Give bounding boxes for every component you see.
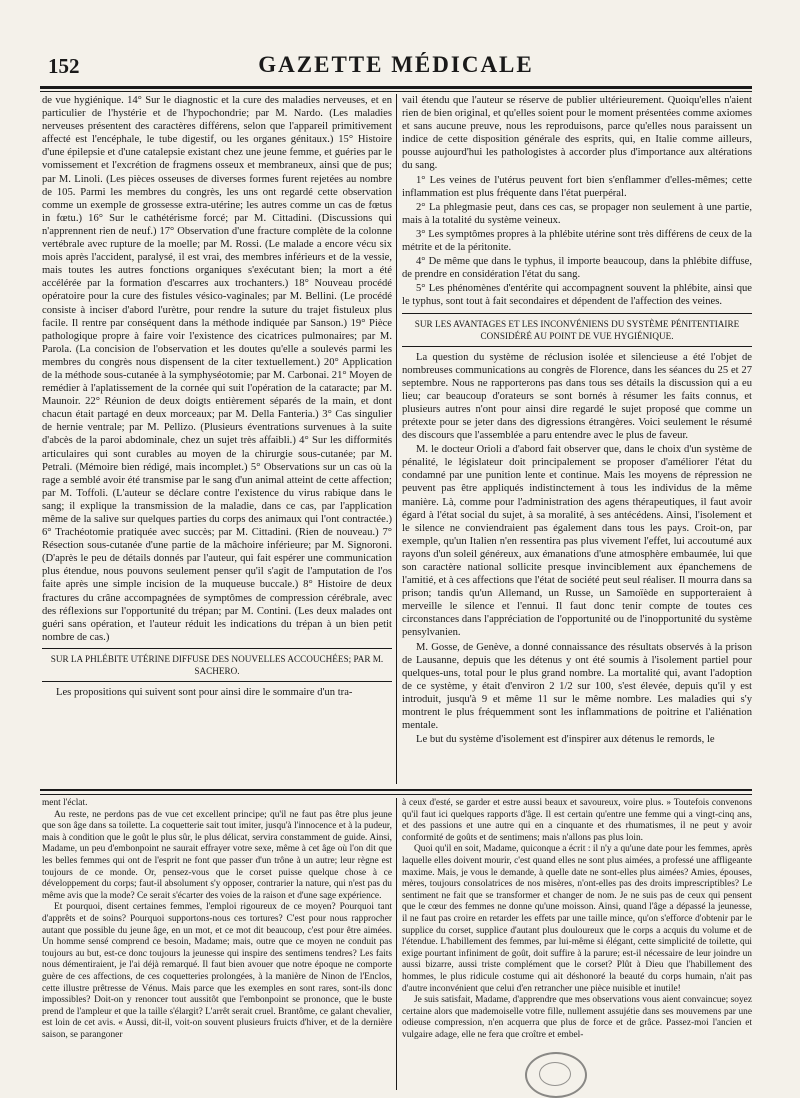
feuilleton-rule-thick: [40, 789, 752, 791]
feuilleton-left-paragraph-3: Et pourquoi, disent certaines femmes, l'emploi rigoureux de ce moyen? Pourquoi tant d'apprêts et de soins? Pourquoi supportons-nous ces tortures? C'est pour nous rapprocher autant que possible du jeune âge, en un mot, et ce mot dit beaucoup, c'est pour être aimées. Un homme sensé comprend ce besoin, Madame; mais, outre que ce moyen ne conduit pas toujours au but, est-ce donc toujours la jeunesse qui inspire des sentimens tendres? Les faits nous démentiraient, je l'ai déjà remarqué. Il faut bien avouer que notre époque ne comporte guère de ces affections, de ces coquetteries prolongées, à la manière de Ninon de l'Enclos, cette illustre prêtresse de Vénus. Mais parce que les exemples en sont rares, sont-ils donc impossibles? Doit-on y renoncer tout aussitôt que l'embonpoint se prononce, que le buste prend de l'ampleur et que la taille s'élargit? L'arrêt serait cruel. Brantôme, ce galant chevalier, est loin de cet avis. « Aussi, dit-il, voit-on souvent plusieurs fruicts d'hiver, et de la dernière saison, se parangoner: [42, 902, 392, 1040]
column-divider: [396, 94, 397, 784]
feuilleton-left-paragraph-1: ment l'éclat.: [42, 798, 88, 808]
library-stamp: [525, 1052, 587, 1098]
right-section-heading: SUR LES AVANTAGES ET LES INCONVÉNIENS DU SYSTÈME PÉNITENTIAIRE CONSIDÉRÉ AU POINT DE VUE HYGIÉNIQUE.: [414, 318, 740, 341]
left-paragraph-1: de vue hygiénique. 14° Sur le diagnostic et la cure des maladies nerveuses, et en particulier de l'hystérie et de l'hypochondrie; par M. Nardo. (Les maladies nerveuses présentent des caractères différens, selon que l'appareil primitivement affecté est l'encéphale, le tube digestif, ou les organes génitaux.) 15° Histoire d'une épilepsie et d'une catalepsie existant chez une jeune femme, et guéries par le vomissement et l'excrétion de fragmens osseux et membraneux, ainsi que de pus; par M. Linoli. (Les pièces osseuses de diverses formes furent rejetées au nombre de 105. Parmi les membres du congrès, les uns ont regardé cette observation comme un exemple de grossesse extra-utérine; les autres comme un cas de fœtus in fœtu.) 16° Sur le cathétérisme forcé; par M. Cittadini. (Discussions qui n'apprennent rien de neuf.) 17° Observation d'une fracture complète de la colonne vertébrale avec rupture de la moelle; par M. Rossi. (Le malade a encore vécu six mois après l'accident, paralysé, il est vrai, des membres inférieurs et de la vessie, mais toutes les autres fonctions organiques s'exécutant bien; la mort a été accélérée par la formation d'escarres aux trochanters.) 18° Nouveau procédé opératoire pour la cure des fistules vésico-vaginales; par M. Bellini. (Le procédé consiste à inciser d'abord l'urètre, pour rendre la suture du trajet fistuleux plus facile. Il rentre par conséquent dans la méthode indiquée par Sanson.) 19° Pièce pathologique propre à faire voir l'existence des cicatrices pulmonaires; par M. Parola. (La concision de l'observation et les doutes qu'elle a soulevés parmi les membres du congrès nous dispensent de la citer textuellement.) 20° Application de la méthode sous-cutanée à la symphyséotomie; par M. Carbonai. 21° Moyen de remédier à l'aplatissement de la cornée qui suit l'opération de la cataracte; par M. Maunoir. 22° Réunion de deux doigts entièrement séparés de la main, et dont chacun était partagé en deux morceaux; par M. Della Fanteria.) 3° Cas singulier de hernie ventrale; par M. Pellizo. (Plusieurs éventrations survenues à la suite d'abcès de la paroi abdominale, chez un sujet très affaibli.) 4° Sur les difformités articulaires qui sont curables au moyen de la chirurgie sous-cutanée; par M. Petrali. (Mémoire bien rédigé, mais incomplet.) 5° Observations sur un cas où la rage a semblé avoir été transmise par le sang d'un animal atteint de cette affection; par M. Toffoli. (L'auteur se déclare contre l'existence du virus rabique dans le sang; il explique la transmission de la maladie, dans ce cas, par l'application même de la salive sur quelques parties du corps des animaux qui l'ont contractée.) 6° Trachéotomie pratiquée avec succès; par M. Cittadini. (Rien de nouveau.) 7° Résection sous-cutanée d'une partie de la mâchoire inférieure; par M. Signoroni. (D'après le peu de détails donnés par l'auteur, qui fait espérer une communication plus étendue, nous pouvons seulement penser qu'il s'agit de l'amputation de l'os faite après une simple incision de la muqueuse buccale.) 8° Histoire de deux fractures du crâne accompagnées de symptômes de compression cérébrale, avec des réflexions sur l'opportunité du trépan; par M. Contini. (Les deux malades ont guéri sans opération, et l'auteur réduit les indications du trépan à un bien petit nombre de cas.): [42, 95, 392, 643]
feuilleton-left-column: [42, 798, 392, 1090]
page-title: GAZETTE MÉDICALE: [258, 52, 534, 77]
header-rule-thin: [40, 91, 752, 92]
left-column: [42, 94, 392, 784]
right-paragraph-1: vail étendu que l'auteur se réserve de publier ultérieurement. Quoiqu'elles n'aient rien de bien original, et qu'elles soient pour le moment présentées comme axiomes et sans aucune preuve, nous les reproduisons, parce qu'elles nous paraissent un indice de cette disposition générale des esprits, qui, en Italie comme ailleurs, pousse aujourd'hui les pathologistes à accorder plus d'importance aux altérations du sang.: [402, 95, 752, 172]
feuilleton-right-paragraph-1: à ceux d'esté, se garder et estre aussi beaux et savoureux, voire plus. » Toutefois convenons qu'il faut ici quelques rapports d'âge. Il est certain qu'entre une femme qui a vingt-cinq ans, et des passions et une autre qui en a cinquante et des rhumatismes, il ne peut y avoir conformité de goûts et de sentimens; mais n'allons pas plus loin.: [402, 798, 752, 843]
feuilleton-right-paragraph-2: Quoi qu'il en soit, Madame, quiconque a écrit : il n'y a qu'une date pour les femmes, après laquelle elles doivent mourir, c'est quand elles ne sont plus aimées, a professé une affligeante maxime. Mais, je vous le demande, à quelle date ne sont-elles plus aimées? Amies, épouses, mères, toujours consolatrices de nos misères, n'ont-elles pas des droits imprescriptibles? Le sentiment ne fait que se transformer et changer de nom. Je ne suis pas de ceux qui pensent que le cœur des femmes ne donne qu'une moisson. Ainsi, quand l'âge a dépassé la jeunesse, il ne faut pas croire en retarder les effets par une taille mince, qu'on s'efforce d'obtenir par le supplice du corset, supplice d'autant plus douloureux que le corps a acquis du volume et de l'étendue. L'habillement des femmes, par lui-même si élégant, cette simplicité de toilette, qui exige pourtant infiniment de goût, doit suffire à la parure; est-il nécessaire de leur joindre un aussi bizarre, aussi triste complément que le corset? Plût à Dieu que l'habillement des hommes, le plus ridicule costume qui ait déshonoré la beauté du corps humain, n'ait pas d'autre inconvénient que celui d'en retrancher une pièce nuisible et inutile!: [402, 844, 752, 994]
left-closing-paragraph: Les propositions qui suivent sont pour ainsi dire le sommaire d'un tra-: [56, 686, 353, 698]
page-number: 152: [48, 54, 80, 78]
left-section-divider: [42, 648, 392, 649]
right-body-1: La question du système de réclusion isolée et silencieuse a été l'objet de nombreuses communications au congrès de Florence, dans les séances du 25 et 27 septembre. Nous ne rapporterons pas dans tous ses détails la discussion qui a eu lieu; car beaucoup d'orateurs se sont bornés à résumer les faits connus, et plusieurs autres n'ont pour ainsi dire regardé le sujet proposé que comme un prétexte pour se jeter dans des digressions étrangères. Voici seulement le résumé des discours que l'assemblée a paru entendre avec le plus de faveur.: [402, 351, 752, 442]
right-section-divider: [402, 313, 752, 314]
right-section-divider-bottom: [402, 346, 752, 347]
feuilleton-right-paragraph-3: Je suis satisfait, Madame, d'apprendre que mes observations vous aient convaincue; soyez certaine alors que mademoiselle votre fille, nullement assujétie dans ses mouvemens par une odieuse compression, n'en acquerra que plus de force et de grâce. Passez-moi l'ancien et vulgaire adage, elle ne fera que croître et embel-: [402, 995, 752, 1040]
left-section-divider-bottom: [42, 681, 392, 682]
right-paragraph-2: 1° Les veines de l'utérus peuvent fort bien s'enflammer d'elles-mêmes; cette inflammation est plus fréquente dans l'état puerpéral.: [402, 174, 752, 199]
right-paragraph-5: 4° De même que dans le typhus, il importe beaucoup, dans la phlébite diffuse, de prendre en considération l'état du sang.: [402, 256, 752, 281]
right-paragraph-4: 3° Les symptômes propres à la phlébite utérine sont très différens de ceux de la métrite et de la péritonite.: [402, 228, 752, 254]
feuilleton-right-column: [402, 798, 752, 1090]
right-column: [402, 94, 752, 784]
feuilleton-left-paragraph-2: Au reste, ne perdons pas de vue cet excellent principe; qu'il ne faut pas être plus jeune que son âge dans sa toilette. La coquetterie sait tout imiter, jusqu'à l'innocence et à la pudeur, mais à condition que le goût le plus sûr, le plus délicat, servira constamment de guide. Ainsi, Madame, un peu d'embonpoint ne saurait effrayer votre sexe, même à cet âge où l'on dit que les belles femmes qui ont de l'esprit ne font que passer d'un trône à un autre; leur règne est toujours de ce monde. Or, pensez-vous que le corset puisse quelque chose à ce développement du corps; faut-il absolument s'y opposer, contrarier la nature, qui n'est pas du même avis que la mode? Ce serait s'écarter des voies de la raison et d'une sage expérience.: [42, 809, 392, 901]
feuilleton-rule-thin: [40, 794, 752, 795]
right-body-2: M. le docteur Orioli a d'abord fait observer que, dans le choix d'un système de pénalité, le législateur doit principalement se proposer d'améliorer l'état du condamné par une punition lente et continue. Mais les moyens de répression ne peuvent pas être appliqués indistinctement à tous les individus de la même manière. Là, comme pour l'administration des agens thérapeutiques, il faut avoir égard à l'état social du sujet, à sa moralité, à ses antécédens. Ainsi, l'isolement et le silence ne conviendraient pas également dans tous les pays. Croit-on, par exemple, qu'un Italien n'en ressentira pas plus vivement l'effet, lui accoutumé aux rayons d'un soleil généreux, aux émanations d'une atmosphère embaumée, lui que son caractère national sollicite presque invinciblement aux épanchemens de l'amitié, et à ces affections que l'état de société peut seul réaliser. Il mourra dans sa prison; tandis qu'un Allemand, un Russe, un Samoïède en supporteraient à merveille le silence et l'ennui. Il faut donc tenir compte de toutes ces circonstances dans l'appréciation de l'opportunité ou de l'inopportunité du système pensylvanien.: [402, 444, 752, 639]
left-section-heading: SUR LA PHLÉBITE UTÉRINE DIFFUSE DES NOUVELLES ACCOUCHÉES; PAR M. SACHERO.: [50, 653, 384, 676]
right-body-4: Le but du système d'isolement est d'inspirer aux détenus le remords, le: [416, 734, 715, 746]
page-header: [40, 50, 752, 86]
header-rule-thick: [40, 86, 752, 89]
right-body-3: M. Gosse, de Genève, a donné connaissance des résultats observés à la prison de Lausanne, depuis que les détenus y ont été soumis à l'isolement partiel pour quelques-uns, total pour le plus grand nombre. La mortalité qui, avant l'adoption de ce système, y était d'environ 2 1/2 sur 100, s'est élevée, depuis qu'il y est introduit, jusqu'à 9 et même 11 sur le même nombre. Les maladies qui s'y montrent le plus fréquemment sont les inflammations de poitrine et l'aliénation mentale.: [402, 641, 752, 732]
feuilleton-column-divider: [396, 798, 397, 1090]
right-paragraph-6: 5° Les phénomènes d'entérite qui accompagnent souvent la phlébite, ainsi que le typhus, sont tout à fait secondaires et dépendent de l'affection des veines.: [402, 283, 752, 308]
right-paragraph-3: 2° La phlegmasie peut, dans ces cas, se propager non seulement à une partie, mais à la totalité du système veineux.: [402, 201, 752, 226]
